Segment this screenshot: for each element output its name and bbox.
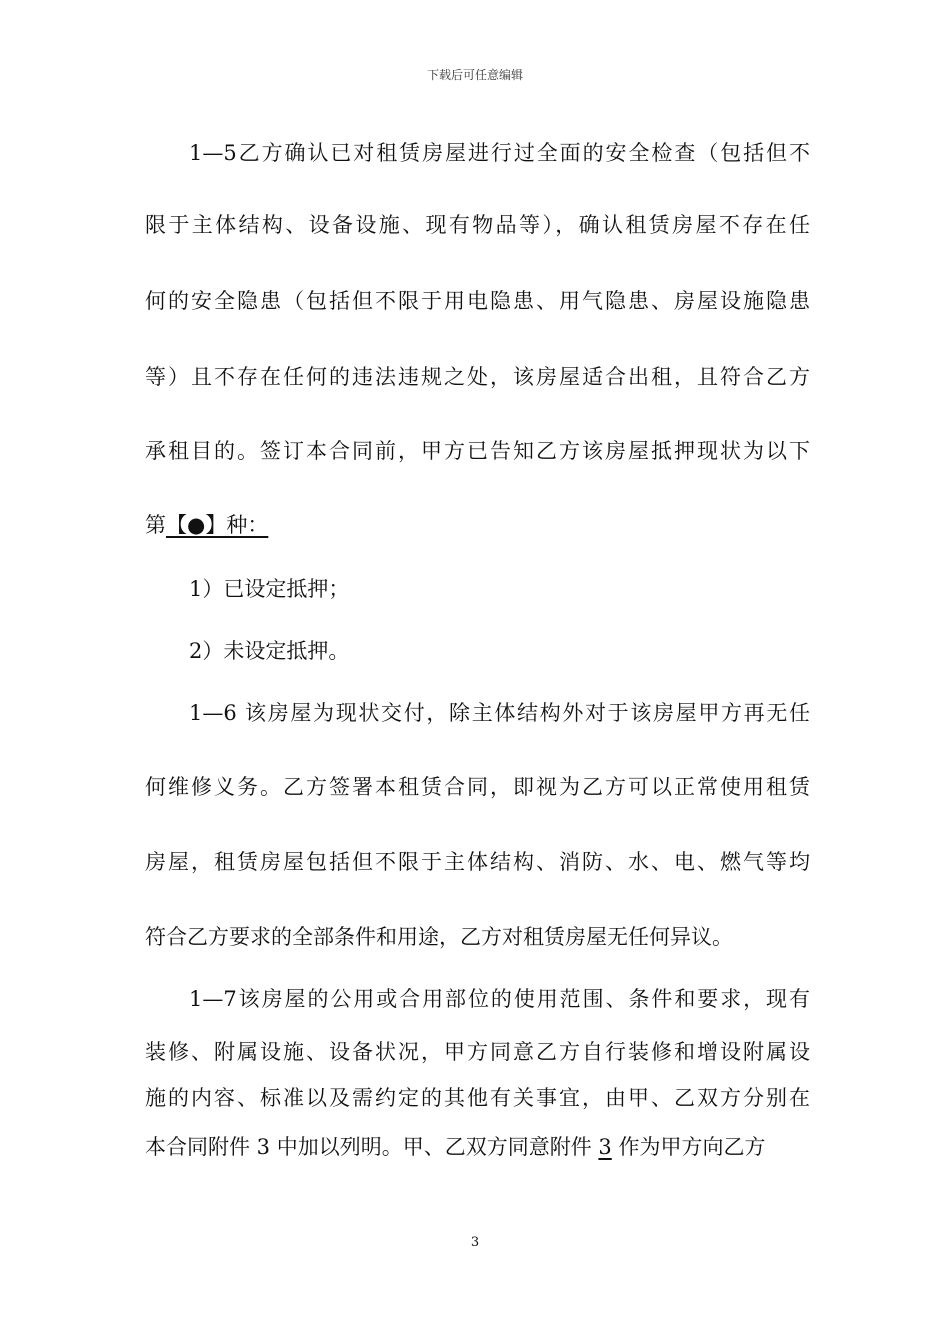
line-prefix: 第 [145,513,166,537]
attachment-number: 3 [598,1135,612,1159]
paragraph-line: 1—7该房屋的公用或合用部位的使用范围、条件和要求，现有 [189,987,810,1011]
line-text: 本合同附件 3 中加以列明。甲、乙双方同意附件 [145,1135,599,1159]
page-header: 下载后可任意编辑 [426,68,523,82]
paragraph-line: 房屋，租赁房屋包括但不限于主体结构、消防、水、电、燃气等均 [145,850,810,874]
paragraph-line [145,515,810,536]
paragraph-line: 符合乙方要求的全部条件和用途，乙方对租赁房屋无任何异议。 [145,925,733,949]
mortgage-option-blank: 【●】种： [166,513,269,537]
paragraph-line: 施的内容、标准以及需约定的其他有关事宜，由甲、乙双方分别在 [145,1086,810,1110]
paragraph-line: 装修、附属设施、设备状况，甲方同意乙方自行装修和增设附属设 [145,1040,810,1064]
paragraph-line: 1—5乙方确认已对租赁房屋进行过全面的安全检查（包括但不 [189,141,810,165]
line-text: 作为甲方向乙方 [611,1135,766,1159]
paragraph-line: 何维修义务。乙方签署本租赁合同，即视为乙方可以正常使用租赁 [145,775,810,799]
paragraph-line: 何的安全隐患（包括但不限于用电隐患、用气隐患、房屋设施隐患 [145,289,810,313]
paragraph-line: 限于主体结构、设备设施、现有物品等），确认租赁房屋不存在任 [145,213,810,237]
paragraph-line [145,1137,810,1158]
paragraph-line: 等）且不存在任何的违法违规之处，该房屋适合出租，且符合乙方 [145,365,810,389]
option-item: 2）未设定抵押。 [189,639,350,663]
page-number: 3 [470,1235,480,1250]
option-item: 1）已设定抵押； [189,577,350,601]
paragraph-line: 承租目的。签订本合同前，甲方已告知乙方该房屋抵押现状为以下 [145,439,810,463]
paragraph-line: 1—6 该房屋为现状交付，除主体结构外对于该房屋甲方再无任 [189,701,810,725]
